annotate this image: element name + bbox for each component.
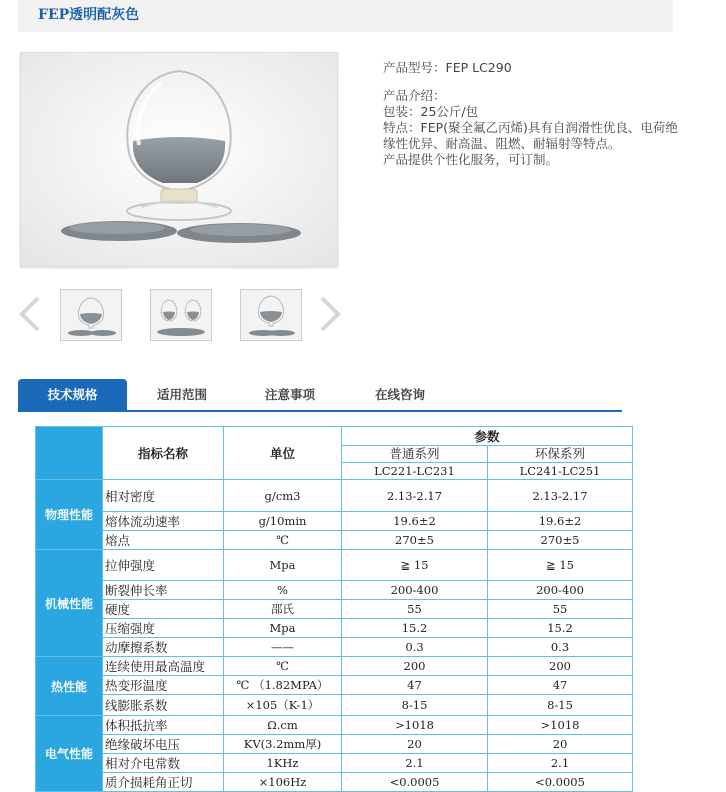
row-value-eco: 55 xyxy=(488,600,633,619)
row-name: 硬度 xyxy=(103,600,224,619)
product-custom-note: 产品提供个性化服务，可订制。 xyxy=(383,152,559,167)
row-value-regular: 200 xyxy=(342,657,488,676)
page-title: FEP透明配灰色 xyxy=(38,7,140,23)
row-name: 连续使用最高温度 xyxy=(103,657,224,676)
product-features: 特点：FEP(聚全氟乙丙烯)具有自润滑性优良、电荷绝缘性优异、耐高温、阻燃、耐辐射等特点。 xyxy=(383,120,678,151)
product-flask-image xyxy=(21,53,337,266)
row-value-regular: 15.2 xyxy=(342,619,488,638)
tab-online-consult[interactable]: 在线咨询 xyxy=(374,387,425,402)
thumbnail-carousel xyxy=(16,287,346,341)
row-value-regular: >1018 xyxy=(342,716,488,735)
tab-applications[interactable]: 适用范围 xyxy=(156,387,207,402)
product-packaging: 包装：25公斤/包 xyxy=(383,104,479,119)
row-name: 拉伸强度 xyxy=(103,550,224,581)
header-series-eco-codes: LC241-LC251 xyxy=(488,463,633,480)
row-unit: ×105（K-1） xyxy=(224,695,342,716)
row-value-eco: 47 xyxy=(488,676,633,695)
row-name: 断裂伸长率 xyxy=(103,581,224,600)
row-name: 相对密度 xyxy=(103,480,224,512)
product-intro-heading: 产品介绍： xyxy=(383,88,446,103)
row-unit: g/cm3 xyxy=(224,480,342,512)
header-unit: 单位 xyxy=(224,427,342,480)
row-value-eco: 0.3 xyxy=(488,638,633,657)
row-unit: ℃ （1.82MPA） xyxy=(224,676,342,695)
row-name: 绝缘破坏电压 xyxy=(103,735,224,754)
tab-precautions[interactable]: 注意事项 xyxy=(264,387,315,402)
product-model: 产品型号：FEP LC290 xyxy=(383,60,512,75)
row-unit: 邵氏 xyxy=(224,600,342,619)
row-unit: KV(3.2mm厚) xyxy=(224,735,342,754)
thumbnail-flask-image xyxy=(241,290,301,340)
product-main-image[interactable] xyxy=(20,52,338,267)
row-value-regular: <0.0005 xyxy=(342,773,488,792)
row-value-regular: 2.1 xyxy=(342,754,488,773)
row-unit: ℃ xyxy=(224,657,342,676)
category-mechanical: 机械性能 xyxy=(36,550,103,657)
header-series-eco: 环保系列 xyxy=(488,446,633,463)
row-value-regular: 47 xyxy=(342,676,488,695)
row-name: 熔点 xyxy=(103,531,224,550)
row-value-eco: 20 xyxy=(488,735,633,754)
chevron-right-icon[interactable] xyxy=(316,295,344,333)
row-value-eco: 15.2 xyxy=(488,619,633,638)
row-name: 热变形温度 xyxy=(103,676,224,695)
row-value-regular: 2.13-2.17 xyxy=(342,480,488,512)
category-electrical: 电气性能 xyxy=(36,716,103,792)
row-unit: g/10min xyxy=(224,512,342,531)
spec-table xyxy=(35,426,633,792)
row-unit: —— xyxy=(224,638,342,657)
row-value-regular: 20 xyxy=(342,735,488,754)
row-name: 压缩强度 xyxy=(103,619,224,638)
header-params: 参数 xyxy=(342,427,633,446)
header-series-regular: 普通系列 xyxy=(342,446,488,463)
row-value-eco: 2.1 xyxy=(488,754,633,773)
row-name: 线膨胀系数 xyxy=(103,695,224,716)
row-unit: Mpa xyxy=(224,619,342,638)
row-value-eco: <0.0005 xyxy=(488,773,633,792)
row-value-eco: 200-400 xyxy=(488,581,633,600)
chevron-left-icon[interactable] xyxy=(16,295,44,333)
thumbnail-flask-image xyxy=(61,290,121,340)
product-info xyxy=(383,60,683,168)
thumbnail-3[interactable] xyxy=(240,289,302,341)
row-value-eco: 270±5 xyxy=(488,531,633,550)
row-unit: ×106Hz xyxy=(224,773,342,792)
row-value-regular: 200-400 xyxy=(342,581,488,600)
row-unit: 1KHz xyxy=(224,754,342,773)
row-value-eco: 19.6±2 xyxy=(488,512,633,531)
title-bar xyxy=(18,0,673,32)
row-value-regular: ≧ 15 xyxy=(342,550,488,581)
row-name: 相对介电常数 xyxy=(103,754,224,773)
row-value-eco: 8-15 xyxy=(488,695,633,716)
row-value-eco: >1018 xyxy=(488,716,633,735)
row-name: 动摩擦系数 xyxy=(103,638,224,657)
tab-tech-specs[interactable]: 技术规格 xyxy=(18,379,127,410)
row-value-regular: 55 xyxy=(342,600,488,619)
row-unit: ℃ xyxy=(224,531,342,550)
category-thermal: 热性能 xyxy=(36,657,103,716)
row-name: 体积抵抗率 xyxy=(103,716,224,735)
row-name: 质介损耗角正切 xyxy=(103,773,224,792)
row-value-regular: 19.6±2 xyxy=(342,512,488,531)
row-unit: Mpa xyxy=(224,550,342,581)
thumbnail-flasks-image xyxy=(151,290,211,340)
row-unit: Ω.cm xyxy=(224,716,342,735)
header-corner-cell xyxy=(36,427,103,480)
row-value-regular: 0.3 xyxy=(342,638,488,657)
row-value-eco: ≧ 15 xyxy=(488,550,633,581)
row-value-regular: 8-15 xyxy=(342,695,488,716)
row-name: 熔体流动速率 xyxy=(103,512,224,531)
row-value-eco: 200 xyxy=(488,657,633,676)
category-physical: 物理性能 xyxy=(36,480,103,550)
header-series-regular-codes: LC221-LC231 xyxy=(342,463,488,480)
row-value-eco: 2.13-2.17 xyxy=(488,480,633,512)
row-value-regular: 270±5 xyxy=(342,531,488,550)
tab-bar xyxy=(18,379,622,412)
thumbnail-1[interactable] xyxy=(60,289,122,341)
header-name: 指标名称 xyxy=(103,427,224,480)
thumbnail-2[interactable] xyxy=(150,289,212,341)
row-unit: % xyxy=(224,581,342,600)
